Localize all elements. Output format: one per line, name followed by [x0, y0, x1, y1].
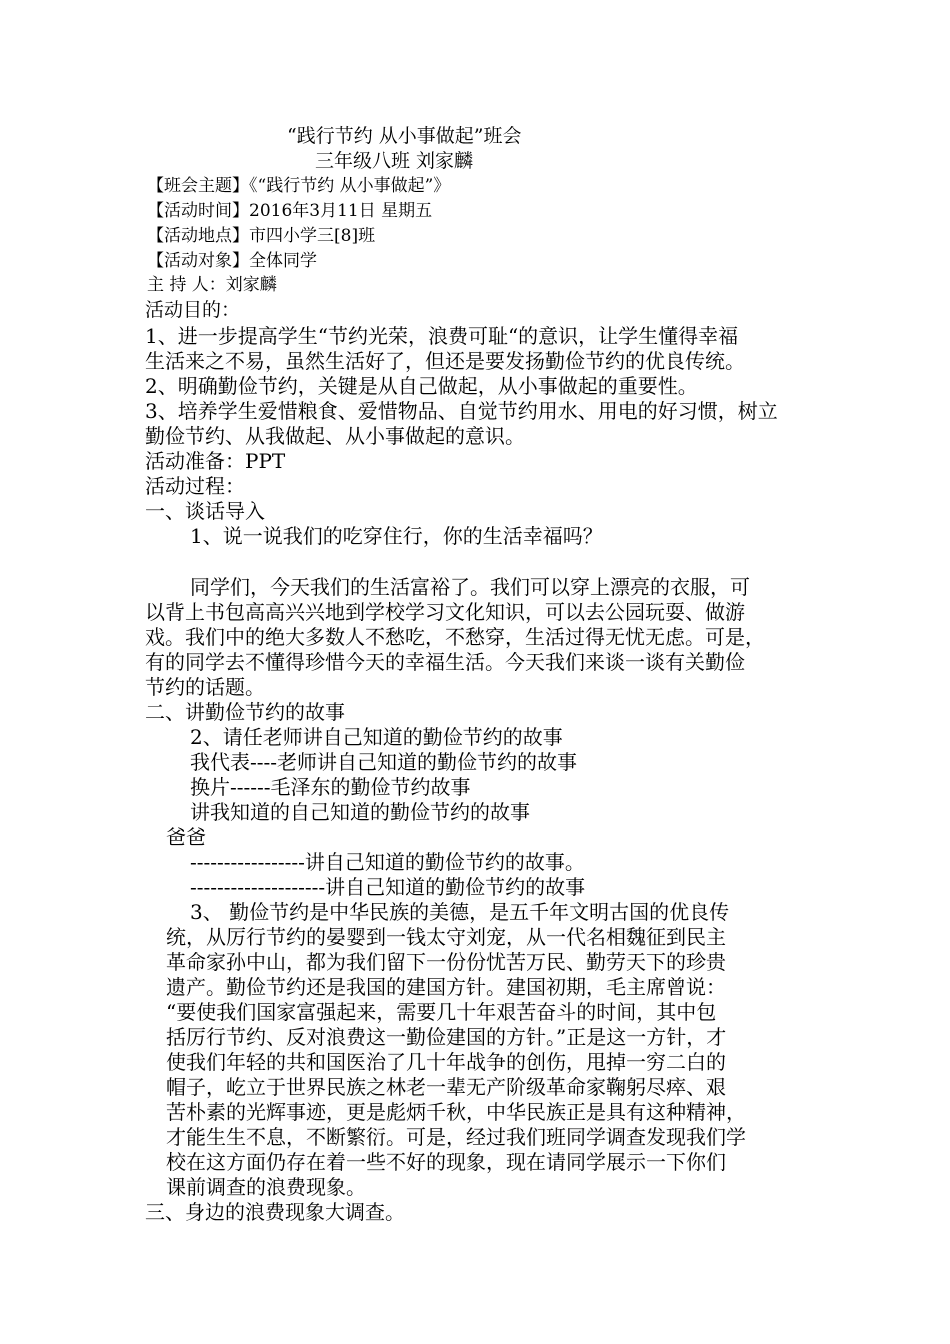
paragraph-line: 遗产。勤俭节约还是我国的建国方针。建国初期，毛主席曾说： — [166, 975, 726, 999]
paragraph-line: --------------------讲自己知道的勤俭节约的故事 — [190, 875, 586, 899]
paragraph-line: 3、 勤俭节约是中华民族的美德，是五千年文明古国的优良传 — [190, 900, 730, 924]
paragraph-line: 革命家孙中山，都为我们留下一份份忧苦万民、勤劳天下的珍贵 — [166, 950, 726, 974]
meta-audience: 【活动对象】全体同学 — [147, 251, 317, 271]
paragraph-line: 才能生生不息，不断繁衍。可是，经过我们班同学调查发现我们学 — [166, 1125, 746, 1149]
paragraph-line: 3、培养学生爱惜粮食、爱惜物品、自觉节约用水、用电的好习惯，树立 — [145, 399, 778, 423]
document-subtitle: 三年级八班 刘家麟 — [315, 150, 474, 172]
paragraph-line: 苦朴素的光辉事迹，更是彪炳千秋，中华民族正是具有这种精神， — [166, 1100, 746, 1124]
section-process: 活动过程： — [145, 474, 245, 498]
paragraph-line: 1、说一说我们的吃穿住行，你的生活幸福吗？ — [190, 524, 603, 548]
paragraph-line: 同学们，今天我们的生活富裕了。我们可以穿上漂亮的衣服，可 — [190, 575, 750, 599]
document-title: “践行节约 从小事做起”班会 — [287, 125, 522, 147]
paragraph-line: 节约的话题。 — [145, 675, 265, 699]
paragraph-line: 2、请任老师讲自己知道的勤俭节约的故事 — [190, 725, 563, 749]
paragraph-line: 生活来之不易，虽然生活好了，但还是要发扬勤俭节约的优良传统。 — [145, 349, 745, 373]
paragraph-line: “要使我们国家富强起来，需要几十年艰苦奋斗的时间，其中包 — [166, 1000, 717, 1024]
paragraph-line: 使我们年轻的共和国医治了几十年战争的创伤，甩掉一穷二白的 — [166, 1050, 726, 1074]
paragraph-line: 1、进一步提高学生“节约光荣，浪费可耻“的意识，让学生懂得幸福 — [145, 324, 739, 348]
paragraph-line: 讲我知道的自己知道的勤俭节约的故事 — [190, 800, 530, 824]
meta-host: 主 持 人：刘家麟 — [147, 275, 277, 295]
paragraph-line: 我代表----老师讲自己知道的勤俭节约的故事 — [190, 750, 578, 774]
section-preparation: 活动准备：PPT — [145, 449, 286, 473]
section-heading-2: 二、讲勤俭节约的故事 — [145, 700, 345, 724]
paragraph-line: 换片------毛泽东的勤俭节约故事 — [190, 775, 471, 799]
paragraph-line: -----------------讲自己知道的勤俭节约的故事。 — [190, 850, 585, 874]
paragraph-line: 校在这方面仍存在着一些不好的现象，现在请同学展示一下你们 — [166, 1150, 726, 1174]
section-heading-1: 一、谈话导入 — [145, 499, 265, 523]
meta-theme: 【班会主题】《“践行节约 从小事做起”》 — [147, 176, 451, 196]
paragraph-line: 括厉行节约、反对浪费这一勤俭建国的方针。”正是这一方针，才 — [166, 1025, 727, 1049]
paragraph-line: 有的同学去不懂得珍惜今天的幸福生活。今天我们来谈一谈有关勤俭 — [145, 650, 745, 674]
paragraph-line: 课前调查的浪费现象。 — [166, 1175, 366, 1199]
paragraph-line: 统，从厉行节约的晏婴到一钱太守刘宠，从一代名相魏征到民主 — [166, 925, 726, 949]
section-purpose: 活动目的： — [145, 299, 241, 321]
paragraph-line: 2、明确勤俭节约，关键是从自己做起，从小事做起的重要性。 — [145, 374, 698, 398]
paragraph-line: 爸爸 — [166, 825, 206, 849]
paragraph-line: 以背上书包高高兴兴地到学校学习文化知识，可以去公园玩耍、做游 — [145, 600, 745, 624]
paragraph-line: 勤俭节约、从我做起、从小事做起的意识。 — [145, 424, 525, 448]
meta-time: 【活动时间】2016年3月11日 星期五 — [147, 201, 433, 221]
paragraph-line: 帽子，屹立于世界民族之林老一辈无产阶级革命家鞠躬尽瘁、艰 — [166, 1075, 726, 1099]
paragraph-line: 戏。我们中的绝大多数人不愁吃，不愁穿，生活过得无忧无虑。可是， — [145, 625, 765, 649]
meta-location: 【活动地点】市四小学三[8]班 — [147, 226, 376, 246]
section-heading-3: 三、身边的浪费现象大调查。 — [145, 1200, 405, 1224]
